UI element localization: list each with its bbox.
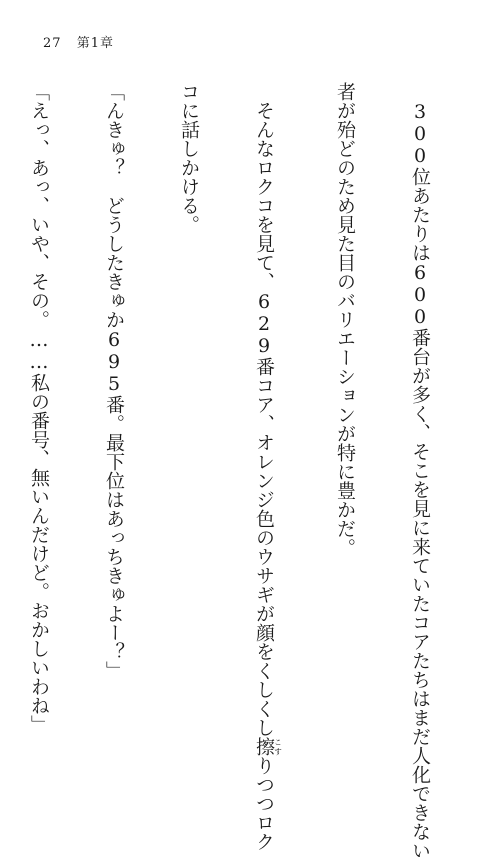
- text-line: 300位あたりは600番台が多く、そこを見に来ていたコアたちはまだ人化できない: [409, 82, 431, 860]
- page-header: [43, 32, 114, 51]
- text-line: 者が殆どのため見た目のバリエーションが特に豊かだ。: [334, 82, 356, 557]
- novel-text-body: [0, 82, 482, 860]
- chapter-title: 第1章: [76, 36, 114, 51]
- text-segment: そんなロクコを見て、629番コア、オレンジ色のウサギが顔をくしくし: [253, 82, 275, 737]
- text-segment: りつつロク: [253, 756, 275, 851]
- furigana-reading: こす: [273, 737, 283, 756]
- furigana-word: 擦こす: [253, 737, 283, 756]
- text-line: 「んきゅ？ どうしたきゅか695番。最下位はあっちきゅよー？」: [103, 82, 125, 680]
- text-line: [251, 82, 283, 851]
- text-line: 「えっ、あっ、いや、その。……私の番号、無いんだけど。おかしいわね」: [28, 82, 50, 734]
- page-number: 27: [43, 36, 62, 51]
- text-line: コに話しかける。: [178, 82, 200, 234]
